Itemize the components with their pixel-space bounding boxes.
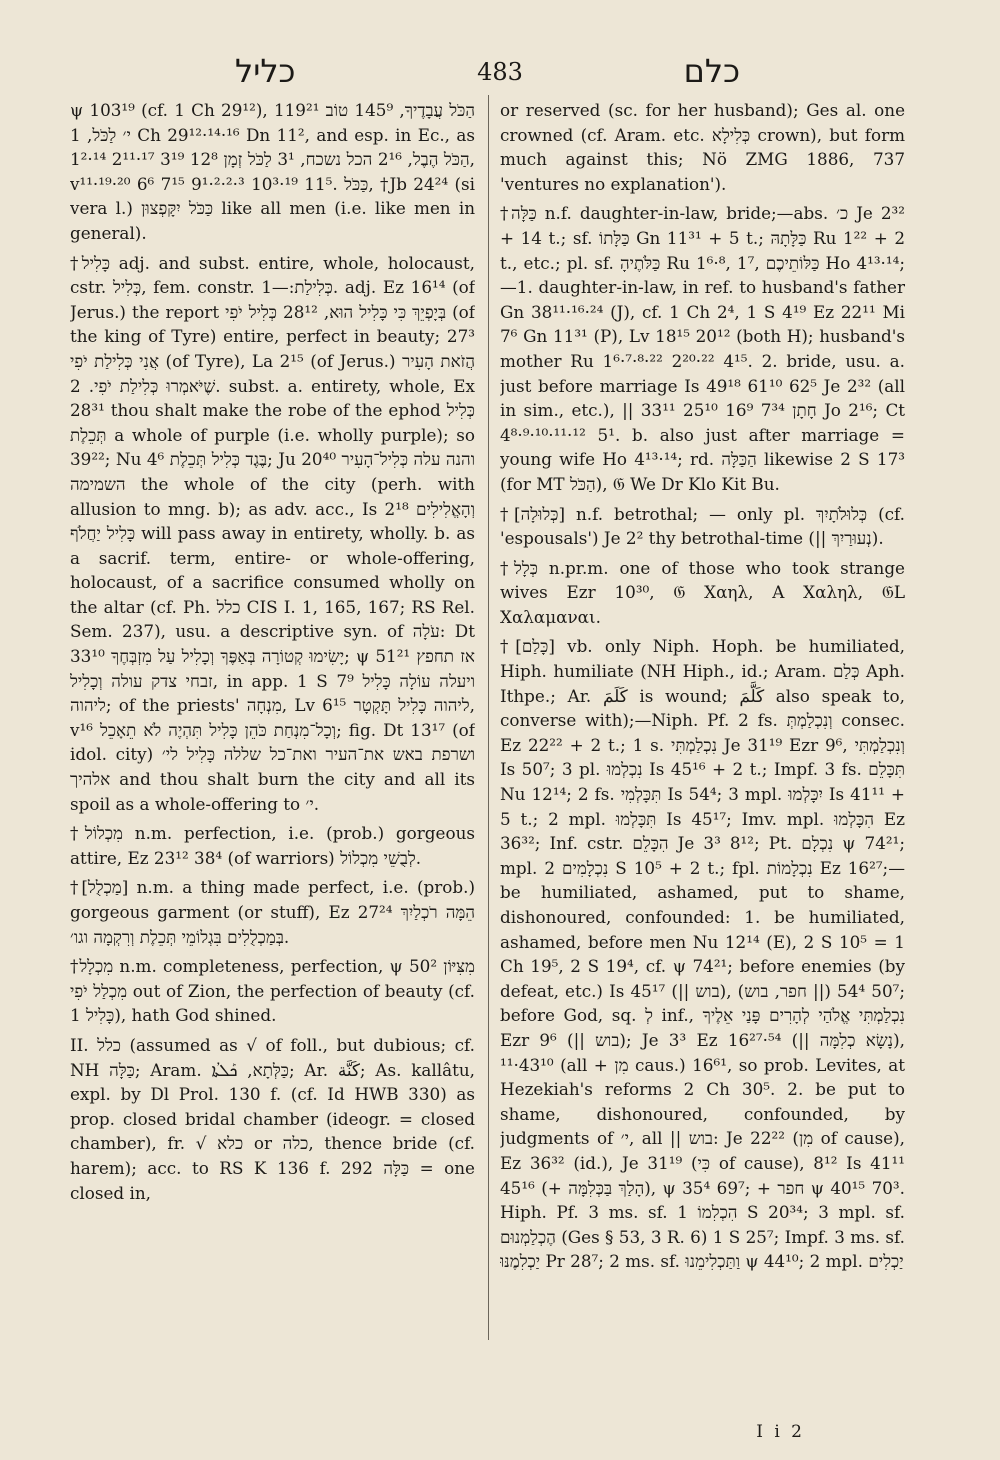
entry-kallah: †כַּלָּה n.f. daughter-in-law, bride;—abs. כ׳ Je 2³² + 14 t.; sf. כַּלָּתוֹ Gn 11³¹ + 5 t.; כַּלָּתָהּ Ru 1²² + 2 t., etc.; pl. sf. כַּלֹּתֶיהָ Ru 1⁶·⁸, 1⁷, כַּלּוֹתֵיכֶם Ho 4¹³·¹⁴;—1. daughter-in-law, in ref. to husband's father Gn 38¹¹·¹⁶·²⁴ (J), cf. 1 Ch 2⁴, 1 S 4¹⁹ Ez 22¹¹ Mi 7⁶ Gn 11³¹ (P), Lv 18¹⁵ 20¹² (both H); husband's mother Ru 1⁶·⁷·⁸·²² 2²⁰·²² 4¹⁵. 2. bride, usu. a. just before marriage Is 49¹⁸ 61¹⁰ 62⁵ Je 2³² (all in sim., etc.), || חָתָן 7³⁴ 16⁹ 25¹⁰ 33¹¹ Jo 2¹⁶; Ct 4⁸·⁹·¹⁰·¹¹·¹² 5¹. b. also just after marriage = young wife Ho 4¹³·¹⁴; rd. הַכַּלָּה likewise 2 S 17³ (for MT הַכֹּל), 𝔊 We Dr Klo Kit Bu. [500,203,905,494]
entry-continuation-kll: or reserved (sc. for her husband); Ges al. one crowned (cf. Aram. etc. כְּלִילָא crown), but form much against this; Nö ZMG 1886, 737 'ventures no explanation'). [500,100,905,194]
right-headword: כלם [683,52,740,90]
right-column [500,98,905,1333]
entry-mikhlal: †מִכְלָל n.m. completeness, perfection, ψ 50² מִצִּיּוֹן מִכְלַל יֹפִי out of Zion, the perfection of beauty (cf. כָּלִיל 1), hath God shined. [70,956,475,1026]
page-number: 483 [477,58,523,86]
entry-kalam: †[כָּלַם] vb. only Niph. Hoph. be humiliated, Hiph. humiliate (NH Hiph., id.; Aram. כְּלַם Aph. Ithpe.; Ar. كَلَمَ is wound; كَلَّمَ also speak to, converse with);—Niph. Pf. 2 fs. וְנִכְלַמְתְּ consec. Ez 22²² + 2 t.; 1 s. נִכְלַמְתִּי Je 31¹⁹ Ezr 9⁶, וְנִכְלַמְתִּי Is 50⁷; 3 pl. נִכְלְמוּ Is 45¹⁶ + 2 t.; Impf. 3 fs. תִּכָּלֵם Nu 12¹⁴; 2 fs. תִּכָּלְמִי Is 54⁴; 3 mpl. יִכָּלְמוּ Is 41¹¹ + 5 t.; 2 mpl. תִּכָּלְמוּ Is 45¹⁷; Imv. mpl. הִכָּלְמוּ Ez 36³²; Inf. cstr. הִכָּלֵם Je 3³ 8¹²; Pt. נִכְלָם ψ 74²¹; mpl. נִכְלָמִים 2 S 10⁵ + 2 t.; fpl. נִכְלָמוֹת Ez 16²⁷;—be humiliated, ashamed, put to shame, dishonoured, confounded: 1. be humiliated, ashamed, before men Nu 12¹⁴ (E), 2 S 10⁵ = 1 Ch 19⁵, 2 S 19⁴, cf. ψ 74²¹; before enemies (by defeat, etc.) Is 45¹⁷ (|| בוש), 50⁷ 54⁴ (|| חפר, בוש); before God, sq. לְ inf., נִכְלַמְתִּי אֱלֹהַי לְהָרִים פָּנַי אֵלֶיךָ Ezr 9⁶ (|| בוש); Je 3³ Ez 16²⁷·⁵⁴ (|| נָשָׂא כְלִמָּה), 43¹⁰·¹¹ (all + מִן caus.) 16⁶¹, so prob. Levites, at Hezekiah's reforms 2 Ch 30⁵. 2. be put to shame, dishonoured, confounded, by judgments of י׳, all || בוש: Je 22²² (מִן of cause), Ez 36³² (id.), Je 31¹⁹ (כִּי of cause), 8¹² Is 41¹¹ 45¹⁶ (+ הָלַךְ בַּכְּלִמָּה), ψ 35⁴ 69⁷; + חפר ψ 40¹⁵ 70³. Hiph. Pf. 3 ms. sf. הִכְלִמוֹ 1 S 20³⁴; 3 mpl. sf. הֶכְלַמְנוּם (Ges § 53, 3 R. 6) 1 S 25⁷; Impf. 3 ms. sf. יַכְלִמֶנּוּ Pr 28⁷; 2 ms. sf. וַתַּכְלִימֵנוּ ψ 44¹⁰; 2 mpl. יַכְלִים [500,636,905,1272]
entry-kll-ii: II. כלל (assumed as √ of foll., but dubious; cf. NH כַּלָּה; Aram. כַּלְּתָא, ܟܰܠܬܳܐ; Ar. كَنَّة; As. kallâtu, expl. by Dl Prol. 130 f. (cf. Id HWB 330) as prop. closed bridal chamber (ideogr. = closed chamber), fr. √ כלא or כלה, thence bride (cf. harem); acc. to RS K 136 f. 292 כַּלָּה = one closed in, [70,1034,475,1203]
running-header [60,52,940,96]
signature-mark: I i 2 [756,1422,805,1442]
entry-kelulah: †[כְּלוּלָה] n.f. betrothal; — only pl. כְּלוּלֹתָיִךְ (cf. 'espousals') Je 2² thy betrothal-time (|| נְעוּרַיִךְ). [500,503,905,549]
column-divider [488,95,489,1340]
entry-mikhlol: †מִכְלוֹל n.m. perfection, i.e. (prob.) gorgeous attire, Ez 23¹² 38⁴ (of warriors) לְבֻשֵׁי מִכְלוֹל. [70,823,475,868]
entry-kelal: †כְּלָל n.pr.m. one of those who took strange wives Ezr 10³⁰, 𝔊 Χαηλ, A Χαληλ, 𝔊L Χαλαμαναι. [500,557,905,627]
left-headword: כליל [235,52,296,90]
entry-kalil: †כָּלִיל adj. and subst. entire, whole, holocaust, cstr. כְּלִיל, fem. constr. כְּלִילַת:—1. adj. Ez 16¹⁴ (of Jerus.) the report בְּיָפְיֵךְ כִּי כָּלִיל הוּא, 28¹² כְּלִיל יֹפִי (of the king of Tyre) entire, perfect in beauty; 27³ אֲנִי כְּלִילַת יֹפִי (of Tyre), La 2¹⁵ (of Jerus.) הֲזֹאת הָעִיר שֶׁיֹּאמְרוּ כְּלִילַת יֹפִי. 2. subst. a. entirety, whole, Ex 28³¹ thou shalt make the robe of the ephod כְּלִיל תְּכֵלֶת a whole of purple (i.e. wholly purple); so 39²²; Nu 4⁶ בֶּגֶד כְּלִיל תְּכֵלֶת; Ju 20⁴⁰ והנה עלה כְּלִיל־הָעִיר השמימה the whole of the city (perh. with allusion to mng. b); as adv. acc., Is 2¹⁸ וְהָאֱלִילִים כָּלִיל יַחֲלֹף will pass away in entirety, wholly. b. as a sacrif. term, entire- or whole-offering, holocaust, of a sacrifice consumed wholly on the altar (cf. Ph. כלל CIS I. 1, 165, 167; RS Rel. Sem. 237), usu. a descriptive syn. of עֹלָה: Dt 33¹⁰ יָשִׂימוּ קְטוֹרָה בְּאַפֶּךָ וְכָלִיל עַל מִזְבְּחֶךָ; ψ 51²¹ אז תחפץ זבחי צדק עולה וְכָלִיל, in app. 1 S 7⁹ ויעלה עוֹלָה כָּלִיל ליהוה; of the priests' מִנְחָה, Lv 6¹⁵ ליהוה כָּלִיל תָּקְטָר, v¹⁶ וְכָל־מִנְחַת כֹּהֵן כָּלִיל תִּהְיֶה לֹא תֵאָכֵל; fig. Dt 13¹⁷ (of idol. city) ושרפת באש את־העיר ואת־כל שללה כָּלִיל לי׳ אלהיך and thou shalt burn the city and all its spoil as a whole-offering to י׳. [70,252,475,814]
left-column [70,98,475,1333]
entry-makhlul: †[מַכְלֻל] n.m. a thing made perfect, i.e. (prob.) gorgeous garment (or stuff), Ez 27²⁴ הֵמָּה רֹכְלַיִךְ בְּמַכְלֻלִים בִּגְלוֹמֵי תְּכֵלֶת וְרִקְמָה וגו׳. [70,877,475,947]
entry-continuation-kol: ψ 103¹⁹ (cf. 1 Ch 29¹²), 119²¹ הַכֹּל עֲבָדֶיךָ, 145⁹ טוֹב י׳ לַכֹּל, 1 Ch 29¹²·¹⁴·¹⁶ Dn 11², and esp. in Ec., as 1²·¹⁴ 2¹¹·¹⁷ 3¹⁹ 12⁸ הַכֹּל הֶבֶל, 2¹⁶ הכל נשכח, 3¹ לַכֹּל זְמָן, v¹¹·¹⁹·²⁰ 6⁶ 7¹⁵ 9¹·²·²·³ 10³·¹⁹ 11⁵. כַּכֹּל, †Jb 24²⁴ (si vera l.) כַּכֹּל יִקָּפְצוּן like all men (i.e. like men in general). [70,100,475,243]
